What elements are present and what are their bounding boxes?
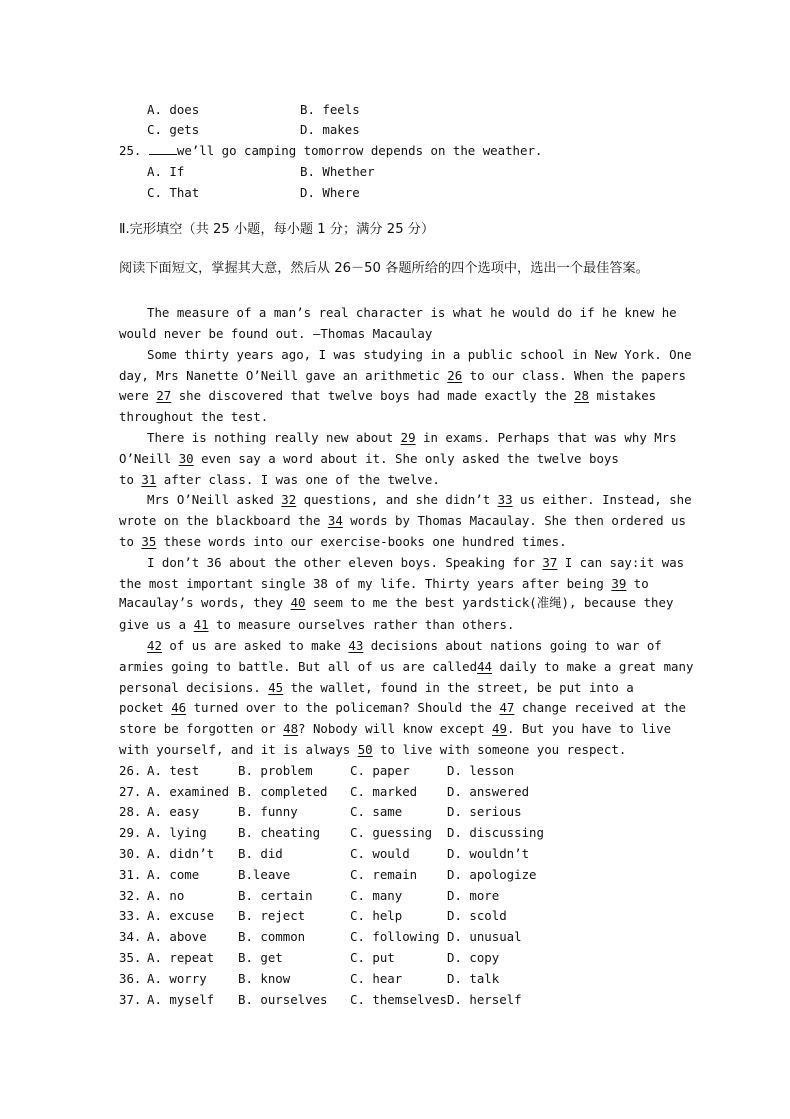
blank-35: 35 xyxy=(141,534,157,549)
passage-line: store be forgotten or 48? Nobody will know except 49. But you have to live xyxy=(119,721,672,736)
option-c: C. hear xyxy=(350,971,403,986)
passage-line: wrote on the blackboard the 34 words by Thomas Macaulay. She then ordered us xyxy=(119,513,686,528)
passage-line: the most important single 38 of my life. Thirty years after being 39 to xyxy=(119,576,649,591)
option-c: C. following xyxy=(350,929,440,944)
question-25 xyxy=(119,141,542,161)
option-b: B. know xyxy=(238,971,291,986)
option-d: D. apologize xyxy=(447,867,537,882)
blank-41: 41 xyxy=(193,617,209,632)
blank-37: 37 xyxy=(542,555,558,570)
passage-line: would never be found out. —Thomas Macaulay xyxy=(119,326,433,341)
passage-line: pocket 46 turned over to the policeman? Should the 47 change received at the xyxy=(119,700,686,715)
blank-26: 26 xyxy=(447,368,463,383)
passage-line: Some thirty years ago, I was studying in a public school in New York. One xyxy=(147,347,692,362)
question-number: 26. xyxy=(119,763,142,778)
option-c: C. many xyxy=(350,888,403,903)
option-c: C. themselves xyxy=(350,992,447,1007)
question-number: 30. xyxy=(119,846,142,861)
option-a: A. come xyxy=(147,867,200,882)
option-c: C. remain xyxy=(350,867,418,882)
question-number: 25. xyxy=(119,143,142,158)
blank-48: 48 xyxy=(283,721,299,736)
blank-31: 31 xyxy=(141,472,157,487)
blank-27: 27 xyxy=(156,388,172,403)
option-a: A. myself xyxy=(147,992,215,1007)
option-d: D. herself xyxy=(447,992,522,1007)
option-d: D. serious xyxy=(447,804,522,819)
option-d: D. wouldn’t xyxy=(447,846,530,861)
prev-option-c: C. gets xyxy=(147,122,200,137)
question-number: 27. xyxy=(119,784,142,799)
option-a: A. lying xyxy=(147,825,207,840)
q25-option-c: C. That xyxy=(147,185,200,200)
option-c: C. put xyxy=(350,950,395,965)
option-d: D. scold xyxy=(447,908,507,923)
blank-45: 45 xyxy=(268,680,284,695)
blank-44: 44 xyxy=(477,659,492,674)
blank-33: 33 xyxy=(497,492,513,507)
prev-option-a: A. does xyxy=(147,102,200,117)
question-number: 29. xyxy=(119,825,142,840)
passage-line: O’Neill 30 even say a word about it. She only asked the twelve boys xyxy=(119,451,619,466)
option-c: C. marked xyxy=(350,784,418,799)
option-a: A. no xyxy=(147,888,185,903)
blank-42: 42 xyxy=(147,638,162,653)
question-text: we’ll go camping tomorrow depends on the weather. xyxy=(176,143,543,158)
passage-line: 42 of us are asked to make 43 decisions about nations going to war of xyxy=(147,638,662,653)
option-d: D. copy xyxy=(447,950,500,965)
option-b: B. common xyxy=(238,929,306,944)
option-b: B. completed xyxy=(238,784,328,799)
passage-line: Macaulay’s words, they 40 seem to me the best yardstick(准绳), because they xyxy=(119,595,674,610)
q25-option-d: D. Where xyxy=(300,185,360,200)
blank-32: 32 xyxy=(281,492,297,507)
option-b: B. problem xyxy=(238,763,313,778)
question-number: 33. xyxy=(119,908,142,923)
question-number: 31. xyxy=(119,867,142,882)
blank-30: 30 xyxy=(178,451,194,466)
blank-47: 47 xyxy=(499,700,515,715)
passage-line: I don’t 36 about the other eleven boys. Speaking for 37 I can say:it was xyxy=(147,555,685,570)
passage-line: armies going to battle. But all of us are called44 daily to make a great many xyxy=(119,659,694,674)
question-number: 32. xyxy=(119,888,142,903)
option-a: A. examined xyxy=(147,784,230,799)
option-d: D. more xyxy=(447,888,500,903)
option-d: D. answered xyxy=(447,784,530,799)
option-b: B. did xyxy=(238,846,283,861)
option-d: D. lesson xyxy=(447,763,515,778)
passage-line: There is nothing really new about 29 in exams. Perhaps that was why Mrs xyxy=(147,430,677,445)
question-number: 36. xyxy=(119,971,142,986)
question-number: 35. xyxy=(119,950,142,965)
prev-option-b: B. feels xyxy=(300,102,360,117)
question-number: 28. xyxy=(119,804,142,819)
blank-49: 49 xyxy=(492,721,507,736)
passage-line: to 35 these words into our exercise-books one hundred times. xyxy=(119,534,567,549)
passage-line: The measure of a man’s real character is what he would do if he knew he xyxy=(147,305,677,320)
option-a: A. excuse xyxy=(147,908,215,923)
option-a: A. test xyxy=(147,763,200,778)
option-d: D. discussing xyxy=(447,825,544,840)
section-heading: Ⅱ.完形填空（共 25 小题，每小题 1 分；满分 25 分） xyxy=(119,222,435,237)
option-b: B. funny xyxy=(238,804,298,819)
option-b: B. reject xyxy=(238,908,306,923)
option-a: A. repeat xyxy=(147,950,215,965)
answer-blank xyxy=(149,142,177,155)
passage-line: to 31 after class. I was one of the twelve. xyxy=(119,472,440,487)
option-d: D. talk xyxy=(447,971,500,986)
option-d: D. unusual xyxy=(447,929,522,944)
option-a: A. easy xyxy=(147,804,200,819)
blank-46: 46 xyxy=(171,700,187,715)
passage-line: were 27 she discovered that twelve boys had made exactly the 28 mistakes xyxy=(119,388,657,403)
blank-29: 29 xyxy=(400,430,416,445)
option-c: C. paper xyxy=(350,763,410,778)
passage-line: give us a 41 to measure ourselves rather than others. xyxy=(119,617,515,632)
option-b: B. certain xyxy=(238,888,313,903)
passage-line: day, Mrs Nanette O’Neill gave an arithmetic 26 to our class. When the papers xyxy=(119,368,686,383)
blank-39: 39 xyxy=(611,576,627,591)
option-c: C. guessing xyxy=(350,825,433,840)
passage-line: personal decisions. 45 the wallet, found in the street, be put into a xyxy=(119,680,634,695)
option-b: B. ourselves xyxy=(238,992,328,1007)
option-a: A. worry xyxy=(147,971,207,986)
passage-line: Mrs O’Neill asked 32 questions, and she didn’t 33 us either. Instead, she xyxy=(147,492,692,507)
option-c: C. would xyxy=(350,846,410,861)
passage-line: throughout the test. xyxy=(119,409,269,424)
option-b: B. cheating xyxy=(238,825,321,840)
blank-28: 28 xyxy=(574,388,589,403)
q25-option-a: A. If xyxy=(147,164,185,179)
option-c: C. help xyxy=(350,908,403,923)
option-b: B. get xyxy=(238,950,283,965)
option-a: A. didn’t xyxy=(147,846,215,861)
section-instruction: 阅读下面短文，掌握其大意，然后从 26－50 各题所给的四个选项中，选出一个最佳答案。 xyxy=(119,261,649,276)
blank-40: 40 xyxy=(290,595,306,610)
option-a: A. above xyxy=(147,929,207,944)
option-c: C. same xyxy=(350,804,403,819)
blank-43: 43 xyxy=(348,638,364,653)
blank-34: 34 xyxy=(327,513,343,528)
blank-50: 50 xyxy=(357,742,373,757)
prev-option-d: D. makes xyxy=(300,122,360,137)
option-b: B.leave xyxy=(238,867,291,882)
q25-option-b: B. Whether xyxy=(300,164,375,179)
question-number: 34. xyxy=(119,929,142,944)
question-number: 37. xyxy=(119,992,142,1007)
passage-line: with yourself, and it is always 50 to live with someone you respect. xyxy=(119,742,627,757)
